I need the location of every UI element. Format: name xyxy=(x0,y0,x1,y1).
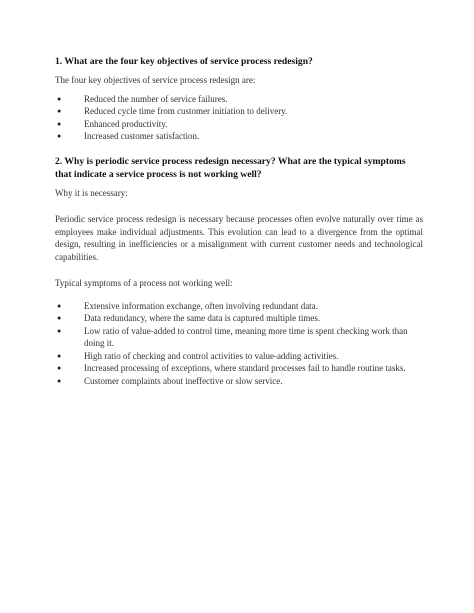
list-item-text: Extensive information exchange, often involving redundant data. xyxy=(84,300,318,311)
list-item xyxy=(55,312,423,325)
bullet-icon: ● xyxy=(57,301,62,310)
objectives-list xyxy=(55,93,423,143)
list-item xyxy=(55,350,423,363)
list-item xyxy=(55,375,423,388)
list-item-text: Increased customer satisfaction. xyxy=(84,131,200,141)
list-item xyxy=(55,93,423,106)
bullet-icon: ● xyxy=(57,314,62,322)
document-page xyxy=(55,55,423,387)
bullet-icon: ● xyxy=(57,119,62,128)
list-item-text: High ratio of checking and control activities to value-adding activities. xyxy=(84,350,339,361)
section-2-heading: 2. Why is periodic service process redesign necessary? What are the typical symptoms that indicate a service process is not working well? xyxy=(55,155,406,180)
section-1-intro: The four key objectives of service process redesign are: xyxy=(55,75,256,85)
bullet-icon: ● xyxy=(57,364,62,372)
section-1-heading: 1. What are the four key objectives of service process redesign? xyxy=(55,56,313,67)
list-item xyxy=(55,300,423,313)
bullet-icon: ● xyxy=(57,107,62,115)
list-item xyxy=(55,325,423,350)
list-item xyxy=(55,130,423,143)
list-item xyxy=(55,105,423,118)
list-item-text: Increased processing of exceptions, where standard processes fail to handle routine tasks. xyxy=(84,363,406,373)
symptoms-list xyxy=(55,300,423,388)
list-item-text: Customer complaints about ineffective or slow service. xyxy=(84,375,283,386)
list-item-text: Reduced the number of service failures. xyxy=(84,93,228,104)
list-item-text: Low ratio of value-added to control time, meaning more time is spent checking work than doing it. xyxy=(84,325,408,348)
symptoms-label: Typical symptoms of a process not working well: xyxy=(55,278,233,288)
list-item xyxy=(55,118,423,131)
why-label: Why it is necessary: xyxy=(55,187,128,198)
list-item-text: Reduced cycle time from customer initiation to delivery. xyxy=(84,106,288,116)
bullet-icon: ● xyxy=(57,94,62,103)
bullet-icon: ● xyxy=(57,326,62,335)
bullet-icon: ● xyxy=(57,132,62,140)
why-paragraph: Periodic service process redesign is necessary because processes often evolve naturally over time as employees make individual adjustments. This evolution can lead to a divergence from the optimal design, resulting in inefficiencies or a misalignment with current customer needs and technological capabilities. xyxy=(55,214,423,262)
list-item-text: Data redundancy, where the same data is captured multiple times. xyxy=(84,313,321,323)
bullet-icon: ● xyxy=(57,376,62,385)
bullet-icon: ● xyxy=(57,351,62,360)
list-item-text: Enhanced productivity. xyxy=(84,118,168,129)
list-item xyxy=(55,362,423,375)
